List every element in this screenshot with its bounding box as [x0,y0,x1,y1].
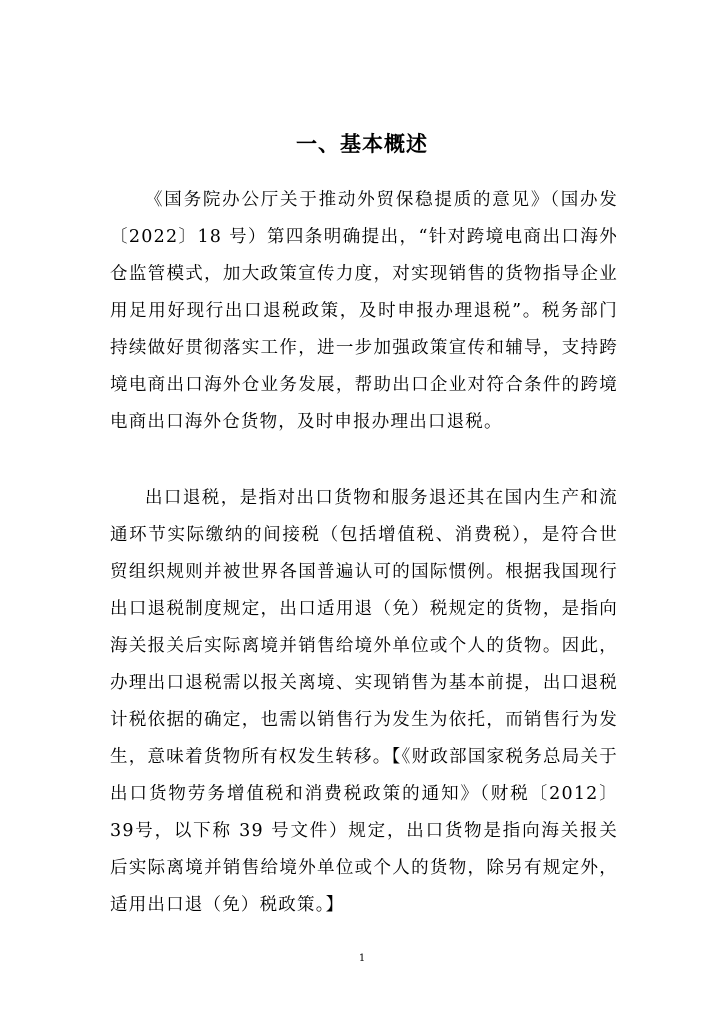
page-number: 1 [358,953,366,964]
section-title: 一、基本概述 [296,131,428,156]
paragraph-1: 《国务院办公厅关于推动外贸保稳提质的意见》（国办发〔2022〕18 号）第四条明确提出，“针对跨境电商出口海外仓监管模式，加大政策宣传力度，对实现销售的货物指导企业用足用好现行出口退税政策，及时申报办理退税”。税务部门持续做好贯彻落实工作，进一步加强政策宣传和辅导，支持跨境电商出口海外仓业务发展，帮助出口企业对符合条件的跨境电商出口海外仓货物，及时申报办理出口退税。 [110,190,618,432]
paragraph-2: 出口退税，是指对出口货物和服务退还其在国内生产和流通环节实际缴纳的间接税（包括增值税、消费税），是符合世贸组织规则并被世界各国普遍认可的国际惯例。根据我国现行出口退税制度规定，出口适用退（免）税规定的货物，是指向海关报关后实际离境并销售给境外单位或个人的货物。因此，办理出口退税需以报关离境、实现销售为基本前提，出口退税计税依据的确定，也需以销售行为发生为依托，而销售行为发生，意味着货物所有权发生转移。【《财政部国家税务总局关于出口货物劳务增值税和消费税政策的通知》（财税〔2012〕39号，以下称 39 号文件）规定，出口货物是指向海关报关后实际离境并销售给境外单位或个人的货物，除另有规定外，适用出口退（免）税政策。】 [110,488,618,915]
